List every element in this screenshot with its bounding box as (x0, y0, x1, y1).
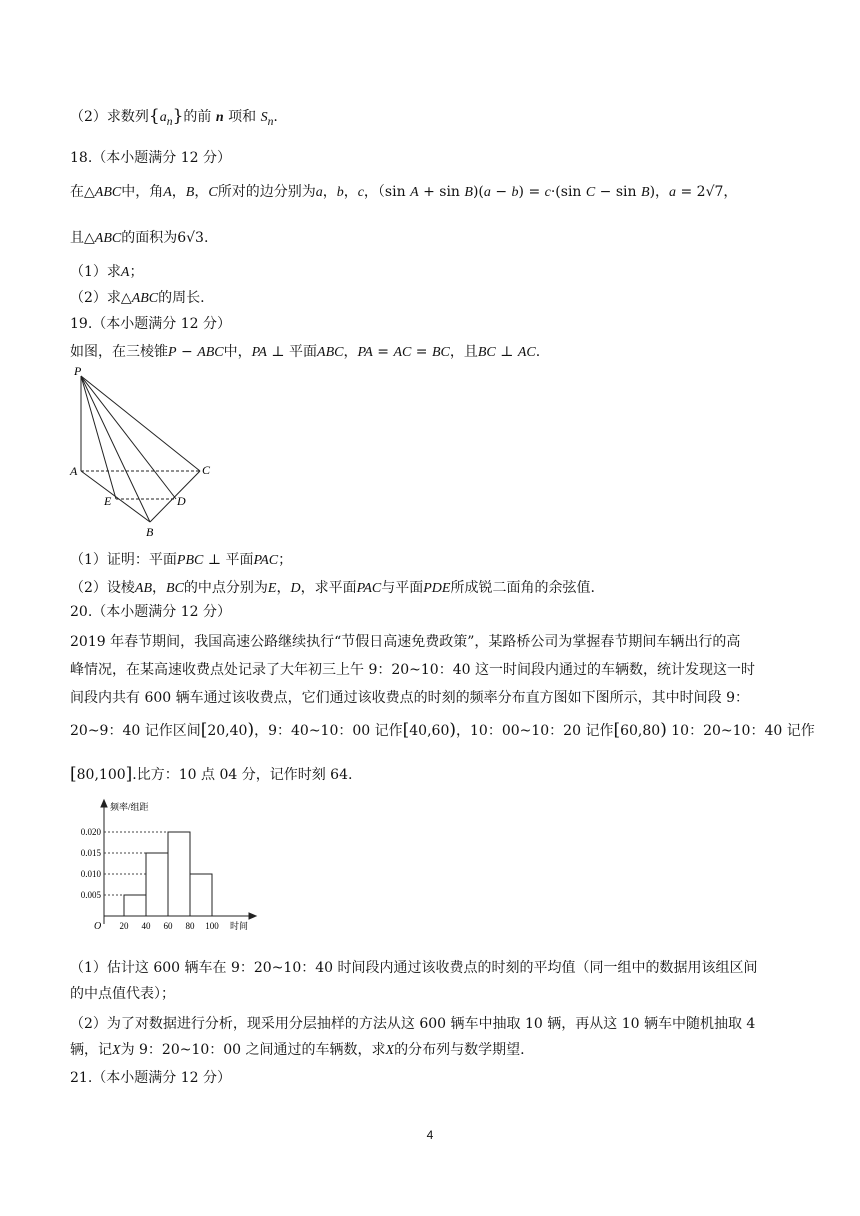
q19-part1: （1）证明：平面PBC ⊥ 平面PAC； (70, 552, 293, 568)
q17-part2: （2）求数列$\{a_n\}$的前 n 项和 $S_n$. (70, 106, 278, 128)
q20-heading: 20.（本小题满分 12 分） (70, 604, 231, 620)
label-P: P (74, 364, 82, 378)
q20-part2-line1: （2）为了对数据进行分析，现采用分层抽样的方法从这 600 辆车中抽取 10 辆，再从这 10 辆车中随机抽取 4 (70, 1016, 756, 1032)
q19-heading: 19.（本小题满分 12 分） (70, 316, 231, 332)
label-E: E (104, 494, 112, 508)
label-D: D (177, 494, 186, 508)
x-tick-label: 60 (163, 921, 173, 931)
y-tick-label: 0.010 (80, 869, 101, 879)
histogram-origin: O (94, 921, 102, 932)
histogram-bar (146, 853, 168, 916)
y-tick-label: 0.015 (80, 848, 101, 858)
page-number: 4 (426, 1128, 434, 1142)
frequency-histogram (68, 798, 268, 944)
x-tick-label: 100 (205, 921, 219, 931)
q20-body-line2: 峰情况，在某高速收费点处记录了大年初三上午 9：20~10：40 这一时间段内通过的车辆数，统计发现这一时 (70, 662, 755, 678)
q20-body-line5: [80,100].比方：10 点 04 分，记作时刻 64. (70, 764, 353, 784)
q18-part1: （1）求A； (70, 264, 144, 280)
label-C: C (202, 463, 211, 477)
q20-part1-line2: 的中点值代表）； (70, 986, 175, 1002)
y-tick-label: 0.020 (80, 827, 101, 837)
histogram-bar (124, 895, 146, 916)
x-tick-label: 20 (119, 921, 129, 931)
q20-part1-line1: （1）估计这 600 辆车在 9：20~10：40 时间段内通过该收费点的时刻的平均值（同一组中的数据用该组区间 (70, 960, 758, 976)
pyramid-figure (64, 362, 234, 542)
q20-body-line3: 间段内共有 600 辆车通过该收费点，它们通过该收费点的时刻的频率分布直方图如下图所示，其中时间段 9： (70, 690, 749, 706)
q20-body-line4: 20~9：40 记作区间[20,40)，9：40~10：00 记作[40,60)，10：00~10：20 记作[60,80) 10：20~10：40 记作 (70, 720, 815, 740)
label-A: A (70, 464, 78, 478)
histogram-ylabel: 频率/组距 (110, 802, 149, 812)
y-tick-label: 0.005 (80, 890, 101, 900)
q18-heading: 18.（本小题满分 12 分） (70, 150, 231, 166)
histogram-bar (168, 832, 190, 916)
x-tick-label: 80 (185, 921, 195, 931)
q19-body: 如图，在三棱锥P − ABC中，PA ⊥ 平面ABC，PA = AC = BC，且BC ⊥ AC. (70, 344, 541, 360)
q18-part2: （2）求△ABC的周长. (70, 290, 205, 306)
label-B: B (146, 525, 154, 539)
q18-body-line1: 在△ABC中，角A，B，C所对的边分别为a，b，c，（sin A + sin B)(a − b) = c·(sin C − sin B)，a = 2√7， (70, 184, 738, 200)
q19-part2: （2）设棱AB，BC的中点分别为E，D，求平面PAC与平面PDE所成锐二面角的余弦值. (70, 580, 595, 596)
histogram-xlabel: 时间 (230, 921, 249, 931)
q20-body-line1: 2019 年春节期间，我国高速公路继续执行“节假日高速免费政策”，某路桥公司为掌握春节期间车辆出行的高 (70, 634, 741, 650)
q18-body-line2: 且△ABC的面积为6√3. (70, 230, 209, 246)
x-tick-label: 40 (141, 921, 151, 931)
q20-part2-line2: 辆，记X为 9：20~10：00 之间通过的车辆数，求X的分布列与数学期望. (70, 1042, 525, 1058)
q21-heading: 21.（本小题满分 12 分） (70, 1070, 231, 1086)
histogram-bar (190, 874, 212, 916)
